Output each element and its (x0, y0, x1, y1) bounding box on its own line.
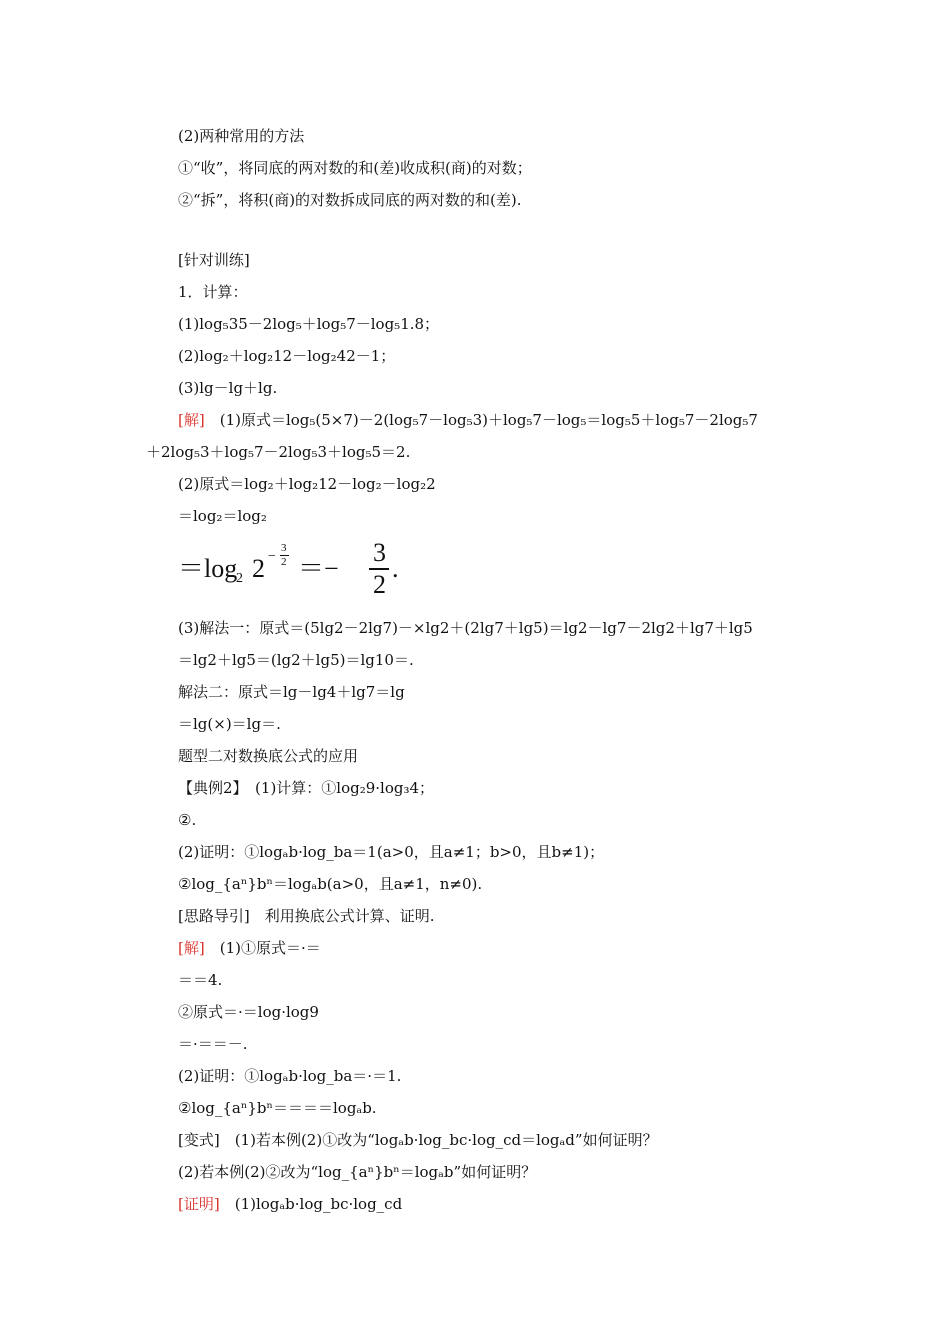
formula-num: 3 (373, 538, 386, 567)
solution-ex2-step-3: ＝·＝＝－. (178, 1035, 248, 1053)
formula-eq-log: ＝log (178, 554, 238, 583)
solution-1-text: (1)原式＝log₅(5×7)－2(log₅7－log₅3)＋log₅7－log₅＝log₅5＋log₅7－2log₅7 (204, 411, 758, 429)
exercise-1-part-1: (1)log₅35－2log₅＋log₅7－log₅1.8； (178, 315, 440, 333)
formula-dot: . (392, 554, 399, 583)
solution-3-method-1: (3)解法一：原式＝(5lg2－2lg7)－×lg2＋(2lg7＋lg5)＝lg2－lg7－2lg2＋lg7＋lg5 (178, 619, 753, 637)
variant-1: [变式] (1)若本例(2)①改为“logₐb·log_bc·log_cd＝logₐd”如何证明？ (178, 1131, 658, 1149)
formula-den: 2 (373, 570, 386, 599)
example-2-proof-2: ②log_{aⁿ}bⁿ＝logₐb(a>0，且a≠1，n≠0). (178, 875, 483, 893)
method-split: ②“拆”，将积(商)的对数拆成同底的两对数的和(差). (178, 191, 522, 209)
proof-tag: [证明] (178, 1195, 220, 1213)
solution-2-line: (2)原式＝log₂＋log₂12－log₂－log₂2 (178, 475, 436, 493)
example-2-part-1-2: ②. (178, 811, 197, 829)
formula-exp-num: 3 (281, 542, 287, 554)
method-heading: (2)两种常用的方法 (178, 127, 305, 145)
variant-proof-text: (1)logₐb·log_bc·log_cd (219, 1195, 403, 1213)
exercise-1-part-3: (3)lg－lg＋lg. (178, 379, 278, 397)
solution-1-continued: ＋2log₅3＋log₅7－2log₅3＋log₅5＝2. (146, 443, 411, 461)
solution-ex2-step-1: ＝＝4. (178, 971, 223, 989)
solution-2-formula (178, 538, 478, 599)
variant-2: (2)若本例(2)②改为“log_{aⁿ}bⁿ＝logₐb”如何证明？ (178, 1163, 537, 1181)
variant-proof-line (178, 1194, 402, 1214)
formula-exp-neg: − (268, 549, 276, 564)
solution-3-method-2-continued: ＝lg(×)＝lg＝. (178, 715, 281, 733)
proof-ex2-2: ②log_{aⁿ}bⁿ＝＝＝＝logₐb. (178, 1099, 377, 1117)
section-heading-type-2: 题型二对数换底公式的应用 (178, 747, 359, 765)
solution-1-line (178, 410, 758, 430)
thinking-guide: [思路导引] 利用换底公式计算、证明. (178, 907, 435, 925)
solution-3-method-2: 解法二：原式＝lg－lg4＋lg7＝lg (178, 683, 405, 701)
solution-tag: [解] (178, 411, 205, 429)
example-2-title: 【典例2】 (1)计算：①log₂9·log₃4； (178, 779, 435, 797)
formula-two: 2 (252, 554, 265, 583)
solution-ex2-step-2: ②原式＝·＝log·log9 (178, 1003, 319, 1021)
solution-2-step: ＝log₂＝log₂ (178, 507, 267, 525)
solution-3-method-1-continued: ＝lg2＋lg5＝(lg2＋lg5)＝lg10＝. (178, 651, 414, 669)
practice-heading: [针对训练] (178, 251, 250, 269)
solution-ex2-text: (1)①原式＝·＝ (204, 939, 321, 957)
proof-ex2-1: (2)证明：①logₐb·log_ba＝·＝1. (178, 1067, 402, 1085)
formula-exp-den: 2 (281, 556, 287, 568)
formula-log-base: 2 (236, 571, 243, 586)
example-2-proof-1: (2)证明：①logₐb·log_ba＝1(a>0，且a≠1；b>0，且b≠1)； (178, 843, 605, 861)
exercise-1-part-2: (2)log₂＋log₂12－log₂42－1； (178, 347, 396, 365)
formula-eq-neg: ＝− (298, 554, 339, 583)
exercise-1-title: 1．计算： (178, 283, 248, 301)
method-combine: ①“收”，将同底的两对数的和(差)收成积(商)的对数； (178, 159, 532, 177)
solution-tag: [解] (178, 939, 205, 957)
solution-ex2-line (178, 938, 321, 958)
